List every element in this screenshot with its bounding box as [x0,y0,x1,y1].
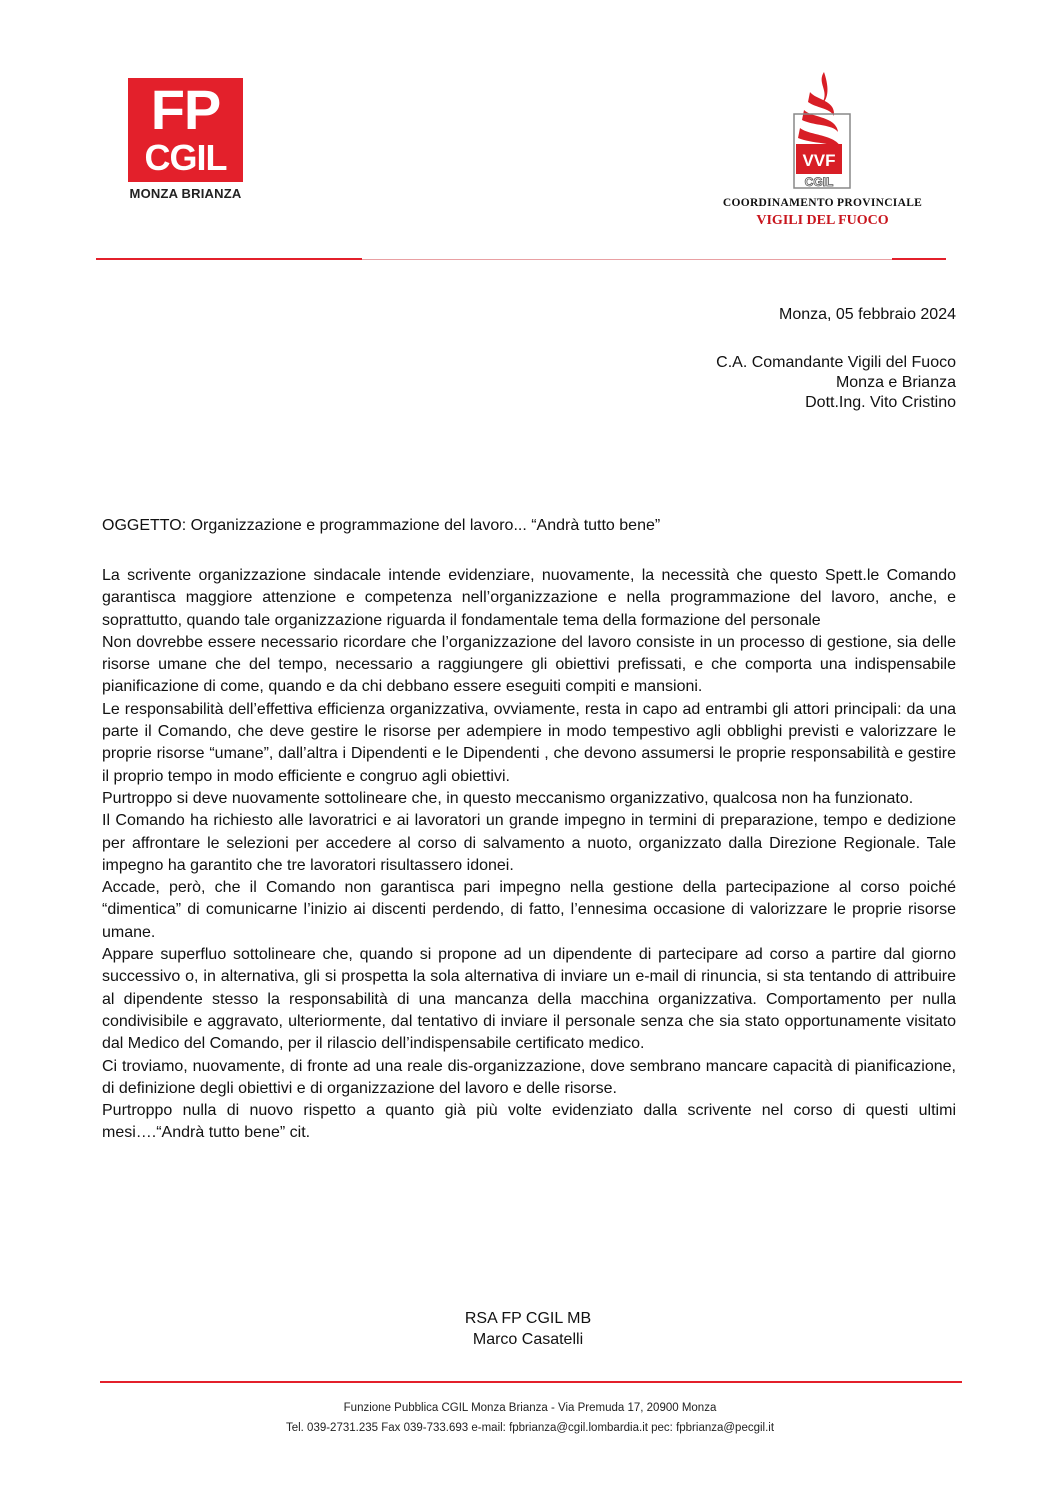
svg-text:CGIL: CGIL [804,175,834,189]
signature-name: Marco Casatelli [472,1331,584,1348]
body-paragraph: Purtroppo si deve nuovamente sottolineare che, in questo meccanismo organizzativo, qualcosa non ha funzionato. [102,789,914,807]
recipient-line: Monza e Brianza [835,374,956,391]
footer-address: Funzione Pubblica CGIL Monza Brianza - Via Premuda 17, 20900 Monza [343,1402,717,1414]
coordinamento-provinciale: COORDINAMENTO PROVINCIALE [722,197,923,209]
signature-org: RSA FP CGIL MB [464,1310,592,1327]
footer-contacts: Tel. 039-2731.235 Fax 039-733.693 e-mail: fpbrianza@cgil.lombardia.it pec: fpbrianza@pecgil.it [285,1422,775,1434]
vvf-flame-icon [790,70,852,192]
body-paragraph: Ci troviamo, nuovamente, di fronte ad una reale dis-organizzazione, dove sembrano mancare capacità di pianificazione, di definizione degli obiettivi e di organizzazione del lavoro e delle risorse. [102,1057,956,1097]
recipient-block [716,353,956,413]
body-paragraph: Il Comando ha richiesto alle lavoratrici e ai lavoratori un grande impegno in termini di preparazione, tempo e dedizione per affrontare le selezioni per accedere al corso di salvamento a nuoto, organizzato dalla Direzione Regionale. Tale impegno ha garantito che tre lavoratori risultassero idonei. [102,812,956,874]
letter-date: Monza, 05 febbraio 2024 [778,306,956,323]
vigili-del-fuoco-title: VIGILI DEL FUOCO [756,213,889,228]
recipient-line: C.A. Comandante Vigili del Fuoco [716,354,956,371]
vvf-cgil-logo [790,70,852,192]
fp-logo-subtitle: MONZA BRIANZA [129,186,242,201]
header-divider-middle [362,259,892,260]
letter-subject: OGGETTO: Organizzazione e programmazione del lavoro... “Andrà tutto bene” [102,517,661,534]
body-paragraph: La scrivente organizzazione sindacale intende evidenziare, nuovamente, la necessità che questo Spett.le Comando garantisca maggiore attenzione e competenza nell’organizzazione e nella programmazione del lavoro, anche, e soprattutto, quando tale organizzazione riguarda il fondamentale tema della formazione del personale [102,567,956,629]
footer-divider [100,1381,962,1383]
fp-logo-line1: FP [150,78,221,141]
fp-cgil-logo [128,78,243,202]
fp-logo-box [128,78,243,182]
letter-body [102,565,956,1145]
signature-block [400,1308,656,1350]
footer [150,1398,910,1438]
body-paragraph: Le responsabilità dell’effettiva efficienza organizzativa, ovviamente, resta in capo ad entrambi gli attori principali: da una parte il Comando, che deve gestire le risorse per adempiere in modo tempestivo agli obblighi previsti e valorizzare le proprie risorse “umane”, dall’altra i Dipendenti e le Dipendenti , che devono assumersi le proprie responsabilità e gestire il proprio tempo in modo efficiente e congruo agli obiettivi. [102,700,956,785]
body-paragraph: Non dovrebbe essere necessario ricordare che l’organizzazione del lavoro consiste in un processo di gestione, sia delle risorse umane che del tempo, necessario a raggiungere gli obiettivi prefissati, e che comporta una indispensabile pianificazione di come, quando e da chi debbano essere eseguiti compiti e mansioni. [102,633,956,696]
fp-logo-line2: CGIL [144,137,227,178]
recipient-line: Dott.Ing. Vito Cristino [805,394,956,411]
body-paragraph: Accade, però, che il Comando non garantisca pari impegno nella gestione della partecipazione al corso poiché “dimentica” di comunicarne l’inizio ai discenti perdendo, di fatto, l’ennesima occasione di valorizzare le proprie risorse umane. [102,879,956,941]
header-divider-right [892,258,946,260]
header-divider-left [96,258,362,260]
svg-text:VVF: VVF [802,151,836,170]
body-paragraph: Purtroppo nulla di nuovo rispetto a quanto già più volte evidenziato dalla scrivente nel corso di questi ultimi mesi….“Andrà tutto bene” cit. [102,1102,956,1142]
body-paragraph: Appare superfluo sottolineare che, quando si propone ad un dipendente di partecipare ad corso a partire dal giorno successivo o, in alternativa, gli si prospetta la sola alternativa di inviare un e-mail di rinuncia, si sta tentando di attribuire al dipendente stesso la responsabilità di una mancanza della macchina organizzativa. Comportamento per nulla condivisibile e aggravato, ulteriormente, dal tentativo di inviare il personale senza che sia stato opportunamente visitato dal Medico del Comando, per il rilascio dell’indispensabile certificato medico. [102,946,956,1053]
